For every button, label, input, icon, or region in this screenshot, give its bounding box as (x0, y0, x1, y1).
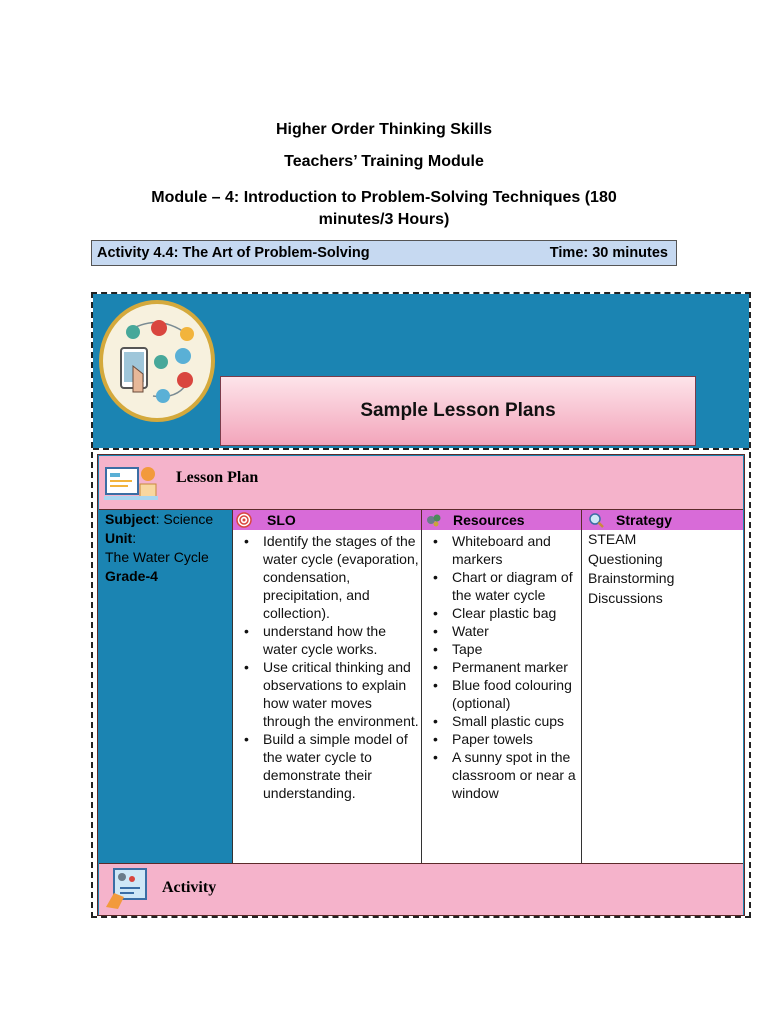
learning-hub-icon (99, 300, 215, 422)
strategy-header-label: Strategy (616, 512, 673, 528)
banner-title: Sample Lesson Plans (220, 376, 696, 446)
slo-item: • Identify the stages of the water cycle (evaporation, condensation, precipitation, and collection). (233, 532, 421, 622)
resources-gears-icon (426, 512, 442, 528)
slo-item: • understand how the water cycle works. (233, 622, 421, 658)
module-title: Module – 4: Introduction to Problem-Solving Techniques (180 minutes/3 Hours) (151, 189, 617, 228)
slo-column (232, 530, 422, 863)
unit-value: The Water Cycle (105, 549, 209, 565)
slo-header-label: SLO (267, 512, 296, 528)
lesson-plan-label: Lesson Plan (176, 469, 259, 486)
activity-time: Time: 30 minutes (549, 245, 668, 261)
strategy-header (582, 510, 743, 530)
strategy-item: STEAM (588, 531, 637, 547)
grade-label: Grade-4 (105, 568, 158, 584)
slo-item: • Build a simple model of the water cycle to demonstrate their understanding. (233, 730, 421, 802)
slo-item: • Use critical thinking and observations to explain how water moves through the environment. (233, 658, 421, 730)
strategy-item: Questioning (588, 550, 663, 567)
activity-label: Activity (162, 879, 217, 896)
resources-column (422, 530, 582, 863)
subject-value: : Science (155, 511, 214, 527)
unit-colon: : (132, 530, 137, 546)
resource-item: • A sunny spot in the classroom or near a window (422, 748, 581, 802)
slo-target-icon (236, 512, 252, 528)
resources-header (422, 510, 582, 530)
resource-item: • Small plastic cups (422, 712, 581, 730)
resource-item: • Permanent marker (422, 658, 581, 676)
resource-item: • Water (422, 622, 581, 640)
lesson-plan-icon (104, 462, 158, 502)
activity-title: Activity 4.4: The Art of Problem-Solving (97, 245, 370, 261)
strategy-column (582, 530, 743, 863)
doc-subtitle: Teachers’ Training Module (284, 153, 484, 170)
strategy-magnifier-icon (588, 512, 604, 528)
subject-label: Subject (105, 511, 156, 527)
resource-item: • Whiteboard and markers (422, 532, 581, 568)
resource-item: • Paper towels (422, 730, 581, 748)
doc-title: Higher Order Thinking Skills (275, 121, 493, 138)
strategy-item: Discussions (588, 589, 663, 606)
slo-header (232, 510, 422, 530)
resource-item: • Tape (422, 640, 581, 658)
resource-item: • Clear plastic bag (422, 604, 581, 622)
subject-info (99, 510, 232, 586)
strategy-item: Brainstorming (588, 570, 675, 586)
resources-header-label: Resources (453, 512, 525, 528)
unit-label: Unit (105, 530, 133, 546)
activity-icon (104, 867, 150, 911)
divider (93, 448, 749, 450)
resource-item: • Blue food colouring (optional) (422, 676, 581, 712)
resource-item: • Chart or diagram of the water cycle (422, 568, 581, 604)
activity-bar (91, 240, 677, 266)
